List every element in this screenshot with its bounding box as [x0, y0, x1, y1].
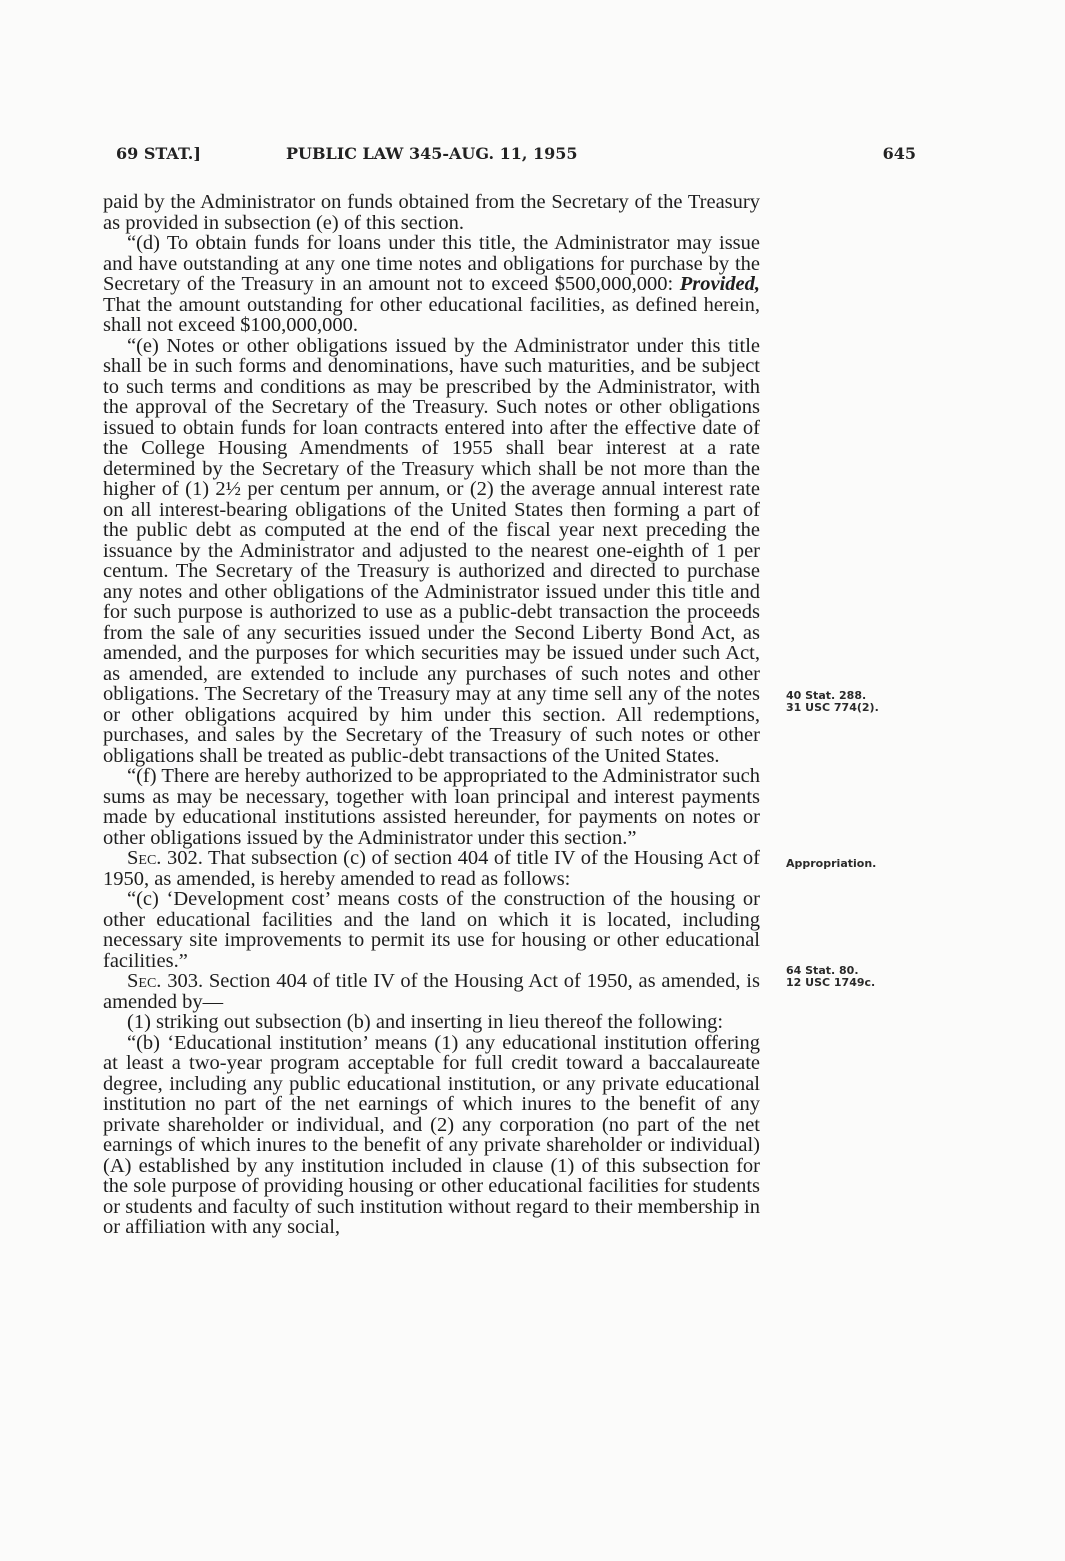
section-302-text: 302. That subsection (c) of section 404 of title IV of the Housing Act of 1950, as amended, is hereby amended to read as follows: [103, 847, 760, 890]
subsection-d-text: “(d) To obtain funds for loans under this title, the Administrator may issue and have outstanding at any one time notes and obligations for purchase by the Secretary of the Treasury in an amount not to exceed $500,000,000: [103, 232, 760, 295]
citation-line: 40 Stat. 288. [786, 689, 867, 702]
paragraph-section-303 [103, 971, 760, 1012]
running-header [116, 144, 916, 168]
paragraph-subsection-f: “(f) There are hereby authorized to be appropriated to the Administrator such sums as may be necessary, together with loan principal and interest payments made by educational institutions assisted hereunder, for payments on notes or other obligations issued by the Administrator under this section.” [103, 765, 760, 849]
note-label: Appropriation. [786, 857, 877, 870]
section-303-text: 303. Section 404 of title IV of the Housing Act of 1950, as amended, is amended by— [103, 970, 760, 1013]
margin-citation-40-stat [786, 690, 916, 714]
volume-reference: 69 STAT.] [116, 144, 201, 163]
section-label: Sec. [127, 970, 162, 992]
paragraph-subsection-e: “(e) Notes or other obligations issued by the Administrator under this title shall be in such forms and denominations, have such maturities, and be subject to such terms and conditions as may be prescribed by the Administrator, with the approval of the Secretary of the Treasury. Such notes or other obligations issued to obtain funds for loan contracts entered into after the effective date of the College Housing Amendments of 1955 shall bear interest at a rate determined by the Secretary of the Treasury which shall be not more than the higher of (1) 2½ per centum per annum, or (2) the average annual interest rate on all interest-bearing obligations of the United States then forming a part of the public debt as computed at the end of the fiscal year next preceding the issuance by the Administrator and adjusted to the nearest one-eighth of 1 per centum. The Secretary of the Treasury is authorized and directed to purchase any notes and other obligations of the Administrator issued under this title and for such purpose is authorized to use as a public-debt transaction the proceeds from the sale of any securities issued under the Second Liberty Bond Act, as amended, and the purposes for which securities may be issued under such Act, as amended, are extended to include any purchases of such notes and other obligations. The Secretary of the Treasury may at any time sell any of the notes or other obligations acquired by him under this section. All redemptions, purchases, and sales by the Secretary of the Treasury of such notes or other obligations shall be treated as public-debt transactions of the United States. [103, 334, 760, 767]
citation-line: 31 USC 774(2). [786, 701, 879, 714]
citation-line: 64 Stat. 80. [786, 964, 859, 977]
subsection-d-proviso: That the amount outstanding for other educational facilities, as defined herein, shall not exceed $100,000,000. [103, 293, 760, 336]
paragraph-subsection-b: “(b) ‘Educational institution’ means (1) any educational institution offering at least a two-year program acceptable for full credit toward a baccalaureate degree, including any public educational institution, or any private educational institution no part of the net earnings of which inures to the benefit of any private shareholder or individual, and (2) any corporation (no part of the net earnings of which inures to the benefit of any private shareholder or individual) (A) established by any institution included in clause (1) of this subsection for the sole purpose of providing housing or other educational facilities for students or students and faculty of such institution without regard to their membership in or affiliation with any social, [103, 1031, 760, 1238]
section-label: Sec. [127, 847, 162, 869]
citation-line: 12 USC 1749c. [786, 976, 876, 989]
margin-note-appropriation [786, 858, 916, 870]
paragraph-continuation: paid by the Administrator on funds obtained from the Secretary of the Treasury as provided in subsection (e) of this section. [103, 191, 760, 234]
paragraph-section-302 [103, 848, 760, 889]
statute-body [103, 192, 760, 1238]
paragraph-subsection-c: “(c) ‘Development cost’ means costs of the construction of the housing or other educational facilities and the land on which it is located, including necessary site improvements to permit its use for housing or other educational facilities.” [103, 888, 760, 972]
proviso-keyword: Provided, [679, 273, 760, 295]
margin-citation-64-stat [786, 965, 916, 989]
law-title: PUBLIC LAW 345-AUG. 11, 1955 [286, 144, 578, 163]
page-number: 645 [882, 144, 916, 163]
paragraph-subsection-d [103, 233, 760, 336]
paragraph-clause-1: (1) striking out subsection (b) and inserting in lieu thereof the following: [127, 1011, 724, 1033]
